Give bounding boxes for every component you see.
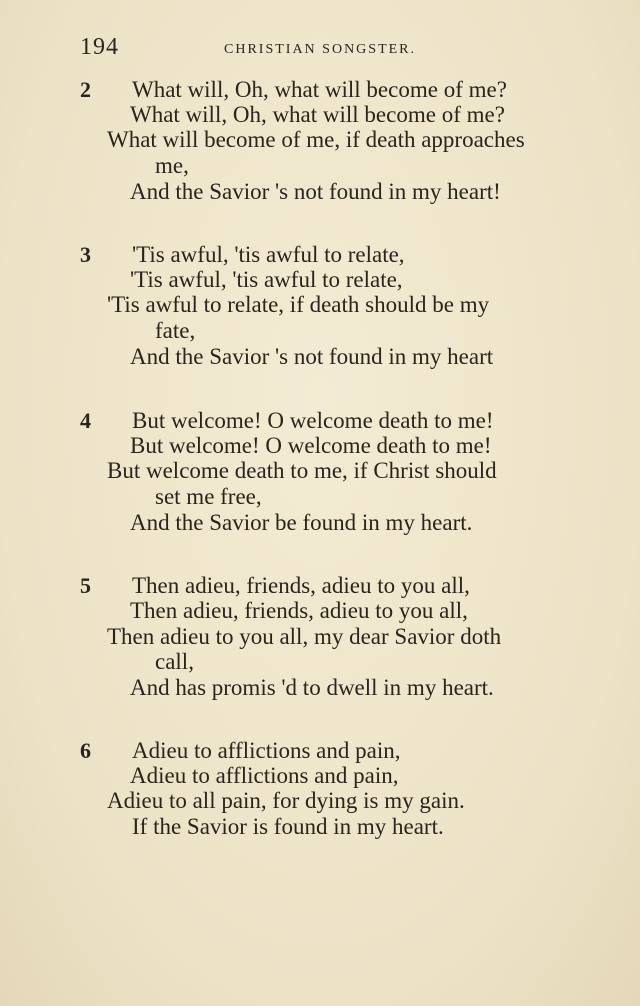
stanza-number: 3 xyxy=(80,242,91,267)
verse-line: If the Savior is found in my heart. xyxy=(132,814,444,839)
running-title: CHRISTIAN SONGSTER. xyxy=(224,42,417,57)
verse-line: Then adieu, friends, adieu to you all, xyxy=(130,598,468,623)
verse-line: call, xyxy=(155,649,194,674)
verse-line: What will, Oh, what will become of me? xyxy=(132,77,507,102)
verse-line: And the Savior 's not found in my heart! xyxy=(130,179,501,204)
verse-line: me, xyxy=(155,153,189,178)
verse-line: 'Tis awful to relate, if death should be my xyxy=(107,292,490,317)
verse-line: But welcome! O welcome death to me! xyxy=(132,408,494,433)
verse-line: 'Tis awful, 'tis awful to relate, xyxy=(132,242,405,267)
verse-line: And the Savior be found in my heart. xyxy=(130,510,473,535)
stanza-number: 5 xyxy=(80,573,91,598)
stanza-number: 2 xyxy=(80,77,91,102)
stanza-number: 4 xyxy=(80,408,91,433)
running-head xyxy=(80,34,620,64)
verse-line: Then adieu to you all, my dear Savior doth xyxy=(107,624,502,649)
verse-line: What will, Oh, what will become of me? xyxy=(130,102,505,127)
verse-line: fate, xyxy=(155,318,196,343)
verse-line: 'Tis awful, 'tis awful to relate, xyxy=(130,267,403,292)
verse-line: But welcome death to me, if Christ should xyxy=(107,458,497,483)
verse-line: And the Savior 's not found in my heart xyxy=(130,344,494,369)
verse-line: Adieu to all pain, for dying is my gain. xyxy=(107,788,465,813)
verse-line: And has promis 'd to dwell in my heart. xyxy=(130,675,494,700)
verse-line: But welcome! O welcome death to me! xyxy=(130,433,492,458)
verse-line: Adieu to afflictions and pain, xyxy=(130,763,399,788)
page-number: 194 xyxy=(80,34,119,60)
stanza-number: 6 xyxy=(80,738,91,763)
verse-line: Adieu to afflictions and pain, xyxy=(132,738,401,763)
verse-line: What will become of me, if death approaches xyxy=(107,127,525,152)
verse-line: Then adieu, friends, adieu to you all, xyxy=(132,573,470,598)
verse-line: set me free, xyxy=(155,484,262,509)
